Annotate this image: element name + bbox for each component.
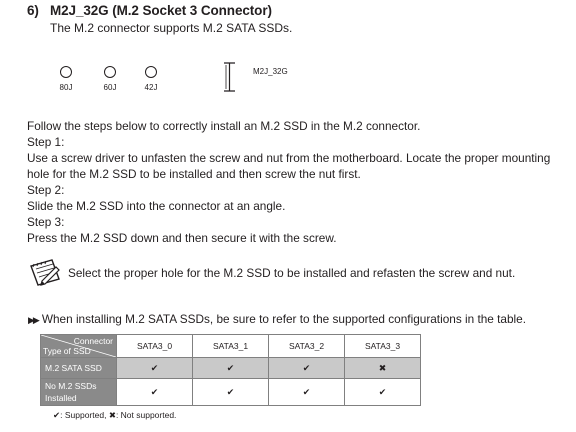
hole-label-42j: 42J [144,83,158,92]
table-intro-text: When installing M.2 SATA SSDs, be sure to refer to the supported configurations in the table. [41,312,526,326]
step-3-text: Press the M.2 SSD down and then secure it with the screw. [27,231,337,245]
legend-unsupported-text: : Not supported. [115,410,177,420]
step-2-label: Step 2: [27,183,65,197]
cross-mark-icon: ✖ [108,410,116,420]
support-mark: ✔ [193,379,269,406]
row-label-line-1: No M.2 SSDs [45,381,97,391]
row-label [41,379,117,406]
step-2-text: Slide the M.2 SSD into the connector at an angle. [27,199,286,213]
step-3-label: Step 3: [27,215,65,229]
table-intro [28,312,526,326]
support-mark: ✔ [117,358,193,379]
table-legend [53,410,176,421]
legend-supported-text: : Supported, [60,410,107,420]
ssd-config-table [40,334,421,406]
corner-label-ssd-type: Type of SSD [43,346,91,356]
note-text: Select the proper hole for the M.2 SSD to be installed and refasten the screw and nut. [68,266,516,280]
install-intro: Follow the steps below to correctly install an M.2 SSD in the M.2 connector. [27,119,421,133]
support-mark: ✔ [345,379,421,406]
table-row [41,358,421,379]
mounting-hole-60j [104,66,116,78]
column-header: SATA3_1 [193,335,269,358]
row-label-line-2: Installed [45,393,77,403]
section-number: 6) [27,3,39,18]
check-mark-icon: ✔ [53,410,61,420]
section-title: M2J_32G (M.2 Socket 3 Connector) [50,3,272,18]
section-subtitle: The M.2 connector supports M.2 SATA SSDs. [50,21,293,35]
column-header: SATA3_0 [117,335,193,358]
table-header-row [41,335,421,358]
row-label: M.2 SATA SSD [41,358,117,379]
column-header: SATA3_3 [345,335,421,358]
hole-label-60j: 60J [103,83,117,92]
connector-label: M2J_32G [253,67,288,76]
support-mark: ✔ [193,358,269,379]
step-1-label: Step 1: [27,135,65,149]
column-header: SATA3_2 [269,335,345,358]
support-mark: ✖ [345,358,421,379]
support-mark: ✔ [117,379,193,406]
section-heading [27,3,272,18]
mounting-hole-80j [60,66,72,78]
m2-connector-icon [223,62,236,92]
hole-label-80j: 80J [59,83,73,92]
mounting-hole-42j [145,66,157,78]
notepad-pencil-icon [28,257,62,287]
corner-label-connector: Connector [73,336,113,346]
table-corner-cell [41,335,117,358]
step-1-text: Use a screw driver to unfasten the screw and nut from the motherboard. Locate the proper mounting hole for the M.2 SSD to be installed and then screw the nut first. [27,151,551,181]
double-arrow-icon: ▶▶ [28,315,38,325]
support-mark: ✔ [269,379,345,406]
support-mark: ✔ [269,358,345,379]
table-row [41,379,421,406]
